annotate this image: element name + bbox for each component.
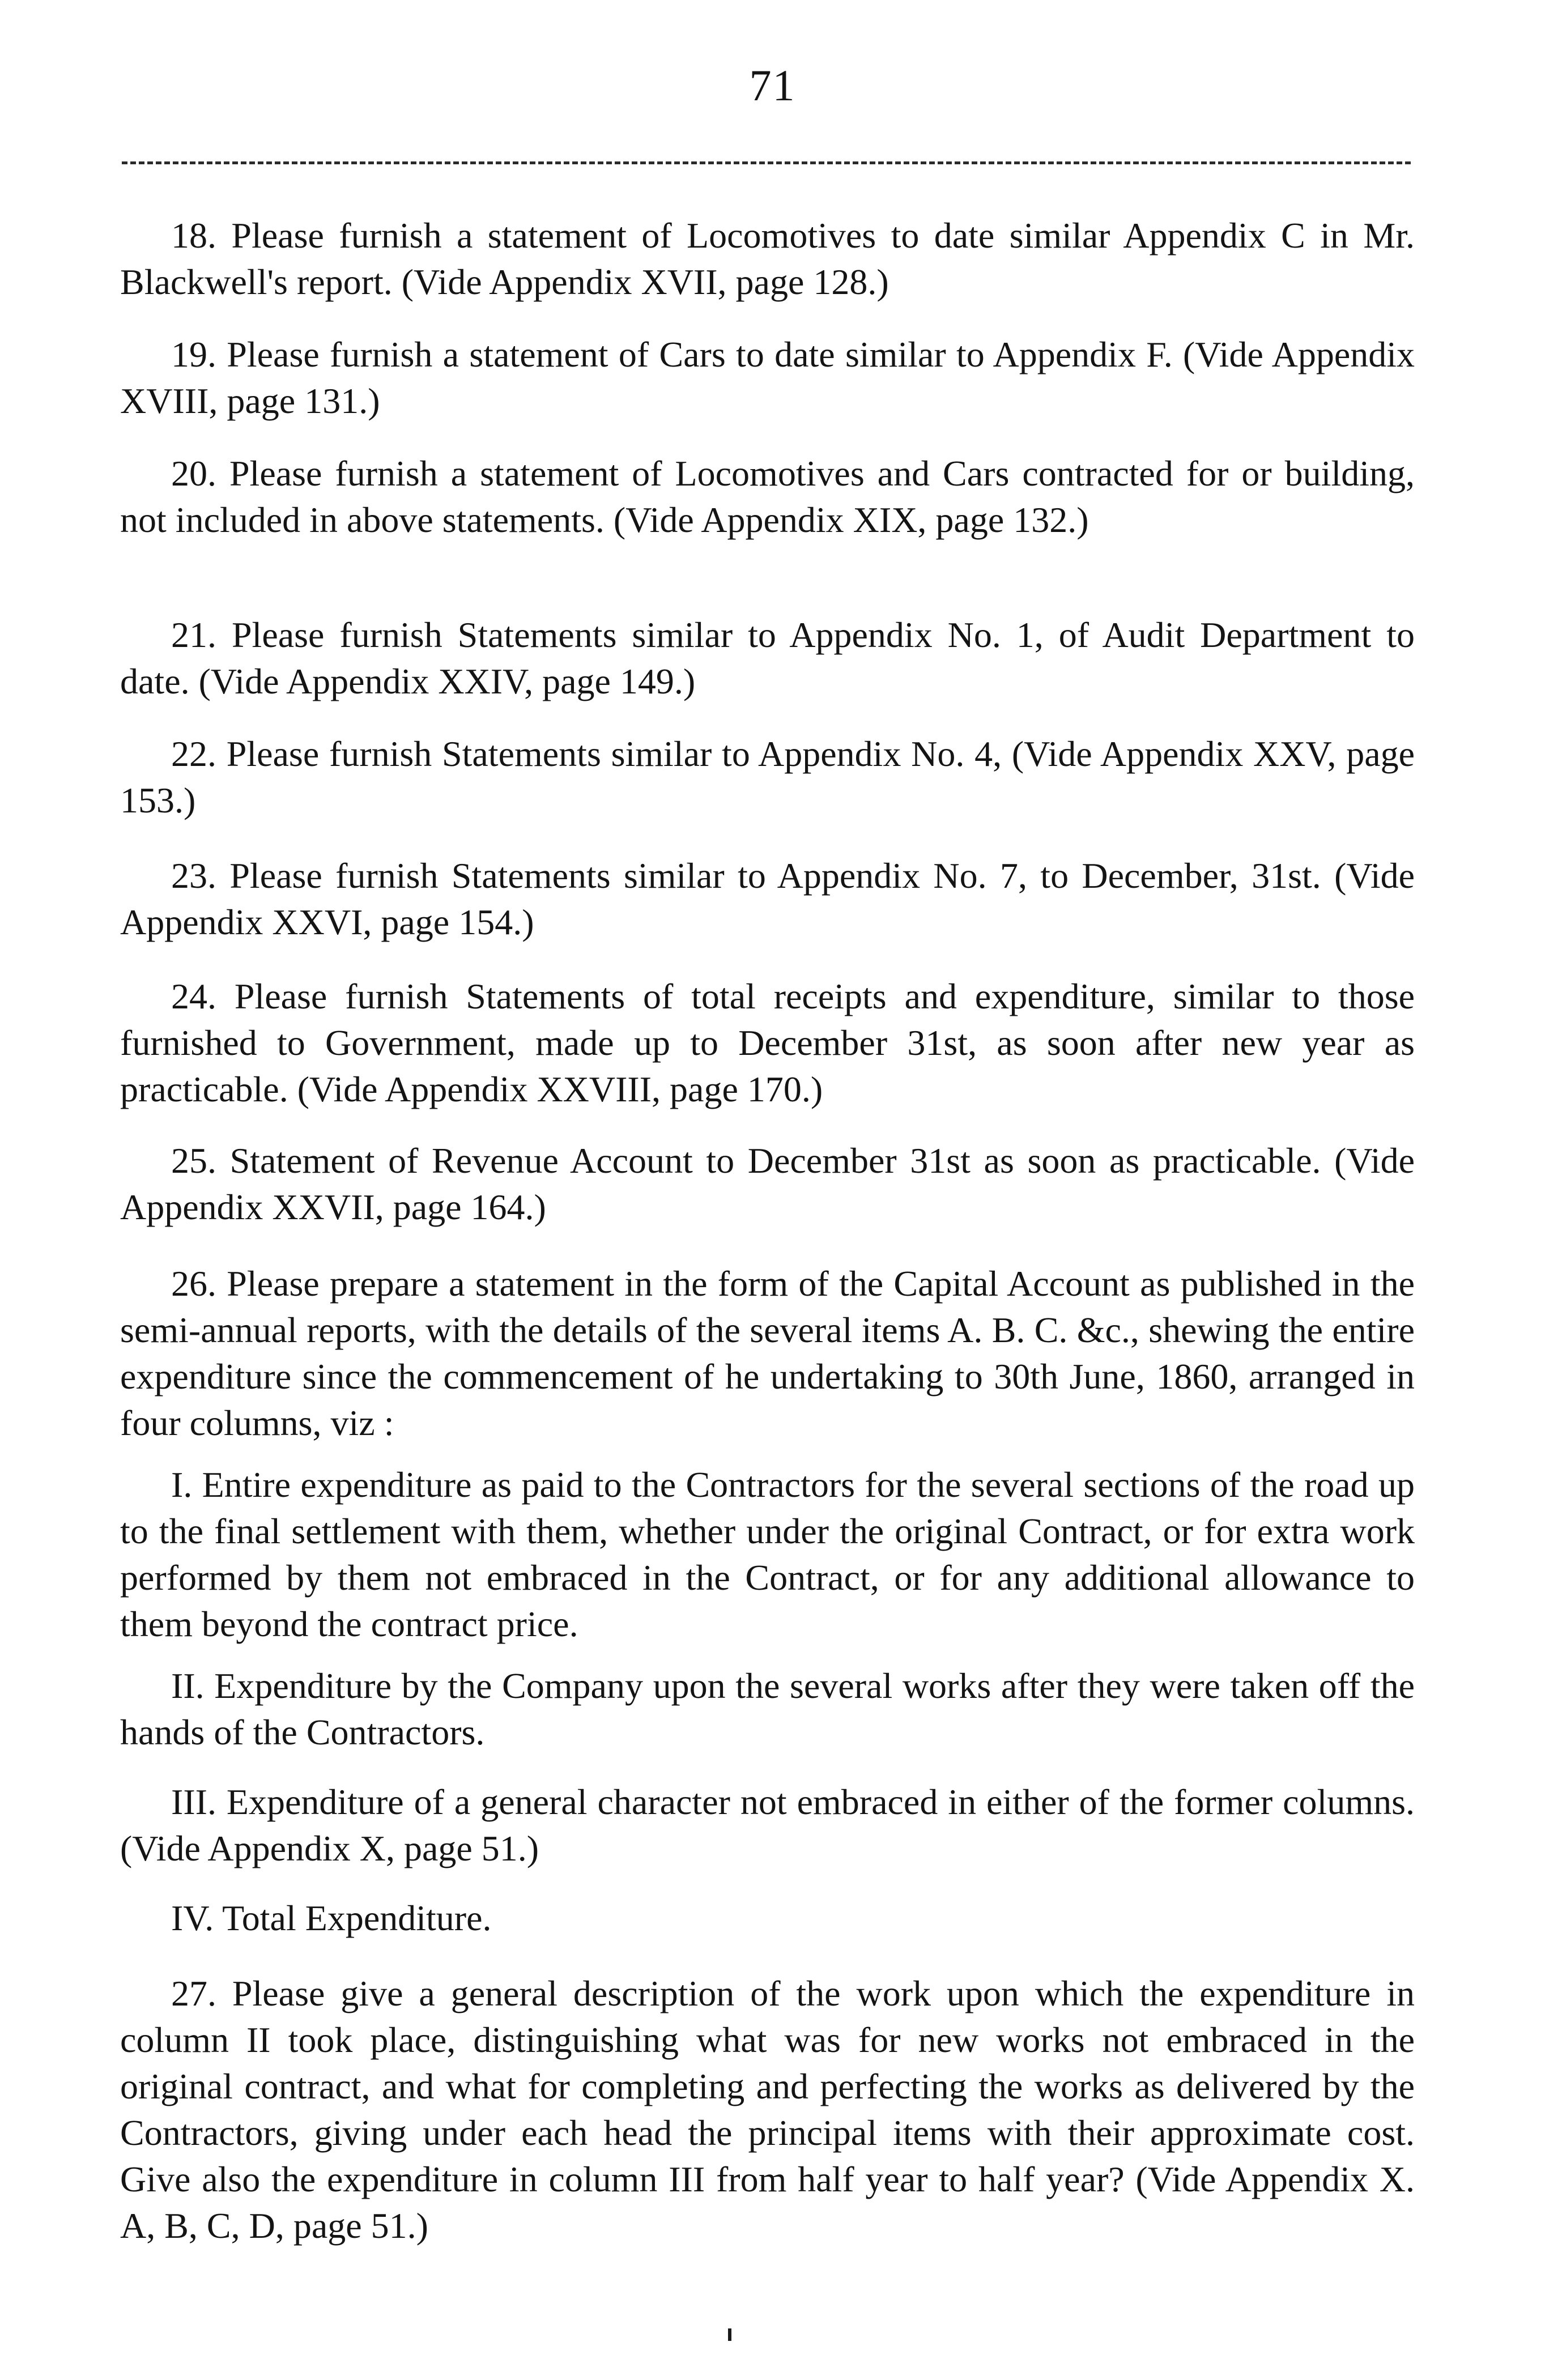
page-number: 71 bbox=[749, 61, 796, 110]
item-23: 23. Please furnish Statements similar to Appendix No. 7, to December, 31st. (Vide Appendix XXVI, page 154.) bbox=[120, 855, 1415, 942]
item-18: 18. Please furnish a statement of Locomotives to date similar Appendix C in Mr. Blackwell's report. (Vide Appendix XVII, page 128.) bbox=[120, 215, 1415, 302]
item-21: 21. Please furnish Statements similar to Appendix No. 1, of Audit Department to date. (Vide Appendix XXIV, page 149.) bbox=[120, 615, 1415, 701]
item-27: 27. Please give a general description of the work upon which the expenditure in column II took place, distinguishing what was for new works not embraced in the original contract, and what for completing and perfecting the works as delivered by the Contractors, giving under each head the principal items with their approximate cost. Give also the expenditure in column III from half year to half year? (Vide Appendix X. A, B, C, D, page 51.) bbox=[120, 1973, 1415, 2246]
item-20: 20. Please furnish a statement of Locomotives and Cars contracted for or building, not included in above statements. (Vide Appendix XIX, page 132.) bbox=[120, 453, 1415, 540]
header-rule bbox=[122, 161, 1411, 164]
column-i: I. Entire expenditure as paid to the Contractors for the several sections of the road up to the final settlement with them, whether under the original Contract, or for extra work performed by them not embraced in the Contract, or for any additional allowance to them beyond the contract price. bbox=[120, 1464, 1415, 1644]
item-24: 24. Please furnish Statements of total receipts and expenditure, similar to those furnished to Government, made up to December 31st, as soon after new year as practicable. (Vide Appendix XXVIII, page 170.) bbox=[120, 976, 1415, 1109]
column-iii: III. Expenditure of a general character not embraced in either of the former columns. (Vide Appendix X, page 51.) bbox=[120, 1782, 1415, 1868]
column-iv: IV. Total Expenditure. bbox=[171, 1898, 492, 1938]
print-speck bbox=[728, 2328, 731, 2341]
item-22: 22. Please furnish Statements similar to Appendix No. 4, (Vide Appendix XXV, page 153.) bbox=[120, 734, 1415, 820]
item-19: 19. Please furnish a statement of Cars to date similar to Appendix F. (Vide Appendix XVIII, page 131.) bbox=[120, 334, 1415, 421]
column-ii: II. Expenditure by the Company upon the several works after they were taken off the hands of the Contractors. bbox=[120, 1666, 1415, 1752]
item-25: 25. Statement of Revenue Account to December 31st as soon as practicable. (Vide Appendix XXVII, page 164.) bbox=[120, 1140, 1415, 1227]
item-26: 26. Please prepare a statement in the form of the Capital Account as published in the semi-annual reports, with the details of the several items A. B. C. &c., shewing the entire expenditure since the commencement of he undertaking to 30th June, 1860, arranged in four columns, viz : bbox=[120, 1263, 1415, 1443]
